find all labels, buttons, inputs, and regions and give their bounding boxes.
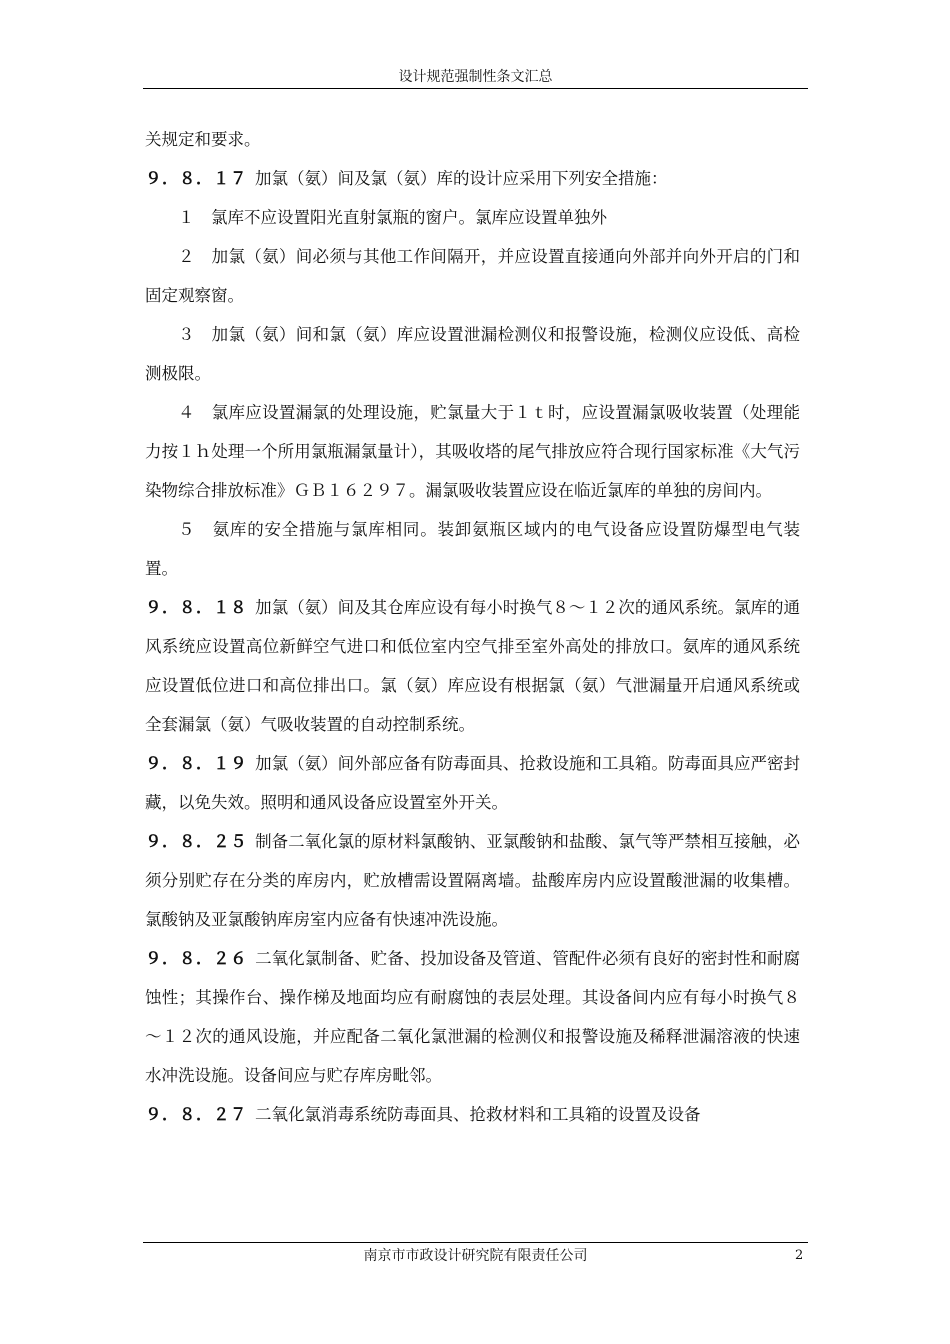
clause-number: ９．８．１７ [145,169,247,188]
document-body [145,120,800,1134]
clause-number: ９．８．２７ [145,1105,247,1124]
paragraph-text: 加氯（氨）间外部应备有防毒面具、抢救设施和工具箱。防毒面具应严密封藏，以免失效。照明和通风设备应设置室外开关。 [145,754,801,812]
list-item-paragraph [145,393,800,510]
list-item-paragraph [145,198,800,237]
header-title: 设计规范强制性条文汇总 [398,69,553,85]
clause-paragraph [145,822,800,939]
paragraph-text: ４ 氯库应设置漏氯的处理设施，贮氯量大于１ｔ时，应设置漏氯吸收装置（处理能力按１ｈ处理一个所用氯瓶漏氯量计），其吸收塔的尾气排放应符合现行国家标准《大气污染物综合排放标准》ＧＢ１６２９７。漏氯吸收装置应设在临近氯库的单独的房间内。 [145,403,800,500]
clause-number: ９．８．２５ [145,832,248,851]
clause-paragraph [145,744,800,822]
paragraph-text: 二氧化氯消毒系统防毒面具、抢救材料和工具箱的设置及设备 [255,1105,701,1124]
paragraph-text: 二氧化氯制备、贮备、投加设备及管道、管配件必须有良好的密封性和耐腐蚀性；其操作台、操作梯及地面均应有耐腐蚀的表层处理。其设备间内应有每小时换气８～１２次的通风设施，并应配备二氧化氯泄漏的检测仪和报警设施及稀释泄漏溶液的快速水冲洗设施。设备间应与贮存库房毗邻。 [145,949,801,1085]
paragraph-text: １ 氯库不应设置阳光直射氯瓶的窗户。氯库应设置单独外 [178,208,607,227]
paragraph-text: ２ 加氯（氨）间必须与其他工作间隔开，并应设置直接通向外部并向外开启的门和固定观察窗。 [145,247,800,305]
paragraph-text: 关规定和要求。 [145,130,261,149]
paragraph-text: 加氯（氨）间及其仓库应设有每小时换气８～１２次的通风系统。氯库的通风系统应设置高位新鲜空气进口和低位室内空气排至室外高处的排放口。氨库的通风系统应设置低位进口和高位排出口。氯（氨）库应设有根据氯（氨）气泄漏量开启通风系统或全套漏氯（氨）气吸收装置的自动控制系统。 [145,598,801,734]
list-item-paragraph [145,510,800,588]
paragraph-text: ３ 加氯（氨）间和氯（氨）库应设置泄漏检测仪和报警设施，检测仪应设低、高检测极限。 [145,325,800,383]
footer-organization: 南京市市政设计研究院有限责任公司 [363,1248,588,1264]
page-number: 2 [795,1248,804,1263]
clause-number: ９．８．１８ [145,598,248,617]
paragraph-text: 制备二氧化氯的原材料氯酸钠、亚氯酸钠和盐酸、氯气等严禁相互接触，必须分别贮存在分类的库房内，贮放槽需设置隔离墙。盐酸库房内应设置酸泄漏的收集槽。氯酸钠及亚氯酸钠库房室内应备有快速冲洗设施。 [145,832,801,929]
clause-paragraph [145,159,800,198]
footer-divider [143,1242,808,1243]
clause-paragraph [145,939,800,1095]
paragraph-text: 加氯（氨）间及氯（氨）库的设计应采用下列安全措施： [255,169,668,188]
paragraph-text: ５ 氨库的安全措施与氯库相同。装卸氨瓶区域内的电气设备应设置防爆型电气装置。 [145,520,800,578]
clause-number: ９．８．２６ [145,949,248,968]
paragraph [145,120,800,159]
list-item-paragraph [145,237,800,315]
clause-number: ９．８．１９ [145,754,248,773]
clause-paragraph [145,1095,800,1134]
header-divider [143,88,808,89]
list-item-paragraph [145,315,800,393]
clause-paragraph [145,588,800,744]
